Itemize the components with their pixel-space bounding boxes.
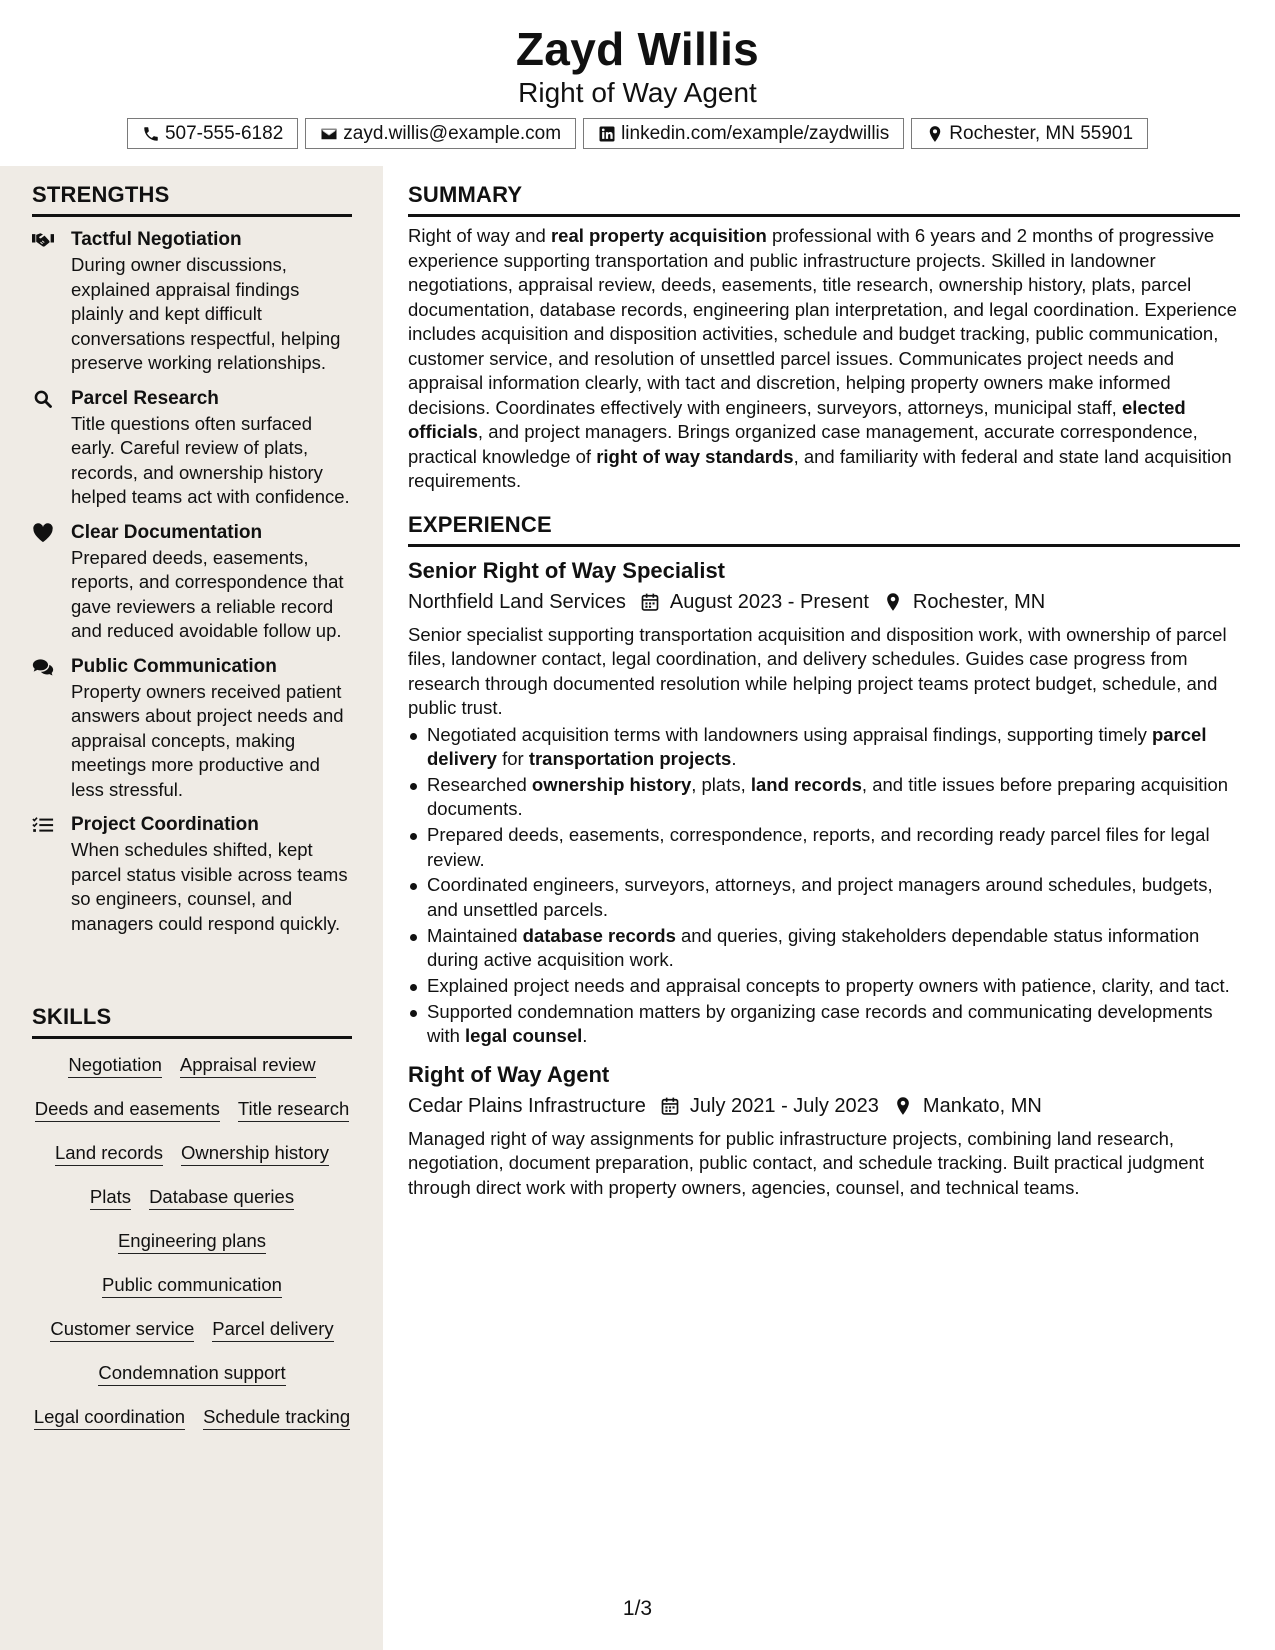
phone-text: 507-555-6182 — [164, 122, 284, 144]
candidate-name: Zayd Willis — [515, 23, 760, 75]
experience-heading: EXPERIENCE — [408, 512, 1240, 547]
strength-title: Tactful Negotiation — [71, 229, 242, 250]
linkedin-text: linkedin.com/example/zaydwillis — [621, 122, 890, 144]
job-title: Right of Way Agent — [408, 1061, 610, 1087]
strength-item — [32, 812, 352, 936]
strength-text: When schedules shifted, kept parcel status visible across teams so engineers, counsel, and managers could respond quickly. — [71, 839, 348, 934]
envelope-icon — [320, 125, 338, 143]
map-pin-icon — [926, 125, 944, 143]
list-item: Explained project needs and appraisal concepts to property owners with patience, clarity, and tact. — [408, 974, 1240, 999]
list-item: Supported condemnation matters by organizing case records and communicating developments with legal counsel. — [408, 1000, 1240, 1049]
strength-item — [32, 386, 352, 510]
contact-email[interactable] — [305, 118, 576, 149]
skill-tag: Database queries — [149, 1185, 294, 1210]
strength-title: Project Coordination — [71, 814, 259, 835]
skill-tag: Legal coordination — [34, 1405, 185, 1430]
skill-tag: Schedule tracking — [203, 1405, 350, 1430]
skill-tag: Negotiation — [68, 1053, 162, 1078]
strength-text: Prepared deeds, easements, reports, and correspondence that gave reviewers a reliable record and reduced avoidable follow up. — [71, 546, 344, 641]
contact-bar — [0, 118, 1275, 149]
linkedin-icon — [598, 125, 616, 143]
strength-item — [32, 227, 352, 376]
list-item: Prepared deeds, easements, correspondence, reports, and recording ready parcel files for legal review. — [408, 823, 1240, 872]
resume-header — [0, 22, 1275, 149]
map-pin-icon — [893, 1096, 913, 1116]
summary-text: Right of way and real property acquisition professional with 6 years and 2 months of progressive experience supporting transportation and public infrastructure projects. Skilled in landowner negotiations, appraisal review, deeds, easements, title research, ownership history, plats, parcel documentation, database records, engineering plan interpretation, and legal coordination. Experience includes acquisition and disposition activities, schedule and budget tracking, public communication, customer service, and resolution of unsettled parcel issues. Communicates project needs and appraisal information clearly, with tact and discretion, helping property owners make informed decisions. Coordinates effectively with engineers, surveyors, attorneys, municipal staff, elected officials, and project managers. Brings organized case management, accurate correspondence, practical knowledge of right of way standards, and familiarity with federal and state land acquisition requirements. — [408, 225, 1237, 491]
job-company: Cedar Plains Infrastructure — [408, 1094, 646, 1117]
heart-icon — [32, 523, 54, 543]
strength-item — [32, 520, 352, 644]
job-description: Managed right of way assignments for public infrastructure projects, combining land research, negotiation, document preparation, public contact, and schedule tracking. Built practical judgment through direct work with property owners, agencies, counsel, and technical teams. — [408, 1127, 1204, 1198]
calendar-icon — [660, 1096, 680, 1116]
list-item: Researched ownership history, plats, land records, and title issues before preparing acquisition documents. — [408, 773, 1240, 822]
strengths-heading: STRENGTHS — [32, 182, 352, 217]
skill-tag: Ownership history — [181, 1141, 329, 1166]
strength-text: Title questions often surfaced early. Careful review of plats, records, and ownership history helped teams act with confidence. — [71, 412, 350, 507]
skill-tag: Appraisal review — [180, 1053, 316, 1078]
location-text: Rochester, MN 55901 — [949, 122, 1134, 144]
job-entry — [408, 1061, 1240, 1201]
list-item: Coordinated engineers, surveyors, attorneys, and project managers around schedules, budgets, and unsettled parcels. — [408, 873, 1240, 922]
skill-tag: Customer service — [50, 1317, 194, 1342]
list-item: Negotiated acquisition terms with landowners using appraisal findings, supporting timely parcel delivery for transportation projects. — [408, 723, 1240, 772]
skill-tag: Title research — [238, 1097, 349, 1122]
strength-title: Parcel Research — [71, 387, 219, 409]
contact-linkedin[interactable] — [583, 118, 904, 149]
handshake-icon — [32, 230, 54, 250]
skills-heading: SKILLS — [32, 1004, 352, 1039]
job-location: Mankato, MN — [922, 1094, 1042, 1117]
strengths-section — [32, 182, 352, 936]
job-company: Northfield Land Services — [408, 590, 626, 613]
skill-tag: Condemnation support — [98, 1361, 285, 1386]
job-entry — [408, 557, 1240, 1049]
search-icon — [32, 389, 54, 409]
page-number: 1/3 — [622, 1597, 653, 1620]
job-meta — [408, 1092, 1240, 1120]
job-meta — [408, 588, 1240, 616]
email-text: zayd.willis@example.com — [343, 122, 562, 144]
list-item: Maintained database records and queries, giving stakeholders dependable status information during active acquisition work. — [408, 924, 1240, 973]
calendar-icon — [640, 592, 660, 612]
checklist-icon — [32, 815, 54, 835]
sidebar — [0, 166, 383, 1650]
phone-icon — [142, 125, 160, 143]
skill-tag: Parcel delivery — [212, 1317, 333, 1342]
strength-title: Public Communication — [71, 655, 277, 677]
job-bullets — [408, 723, 1240, 1049]
strength-title: Clear Documentation — [71, 521, 263, 543]
strength-text: Property owners received patient answers about project needs and appraisal concepts, making meetings more productive and less stressful. — [71, 680, 344, 800]
contact-phone[interactable] — [127, 118, 298, 149]
main-content — [408, 182, 1240, 1200]
skill-tag: Engineering plans — [118, 1229, 266, 1254]
job-description: Senior specialist supporting transportation acquisition and disposition work, with ownership of parcel files, landowner contact, legal coordination, and delivery schedules. Guides case progress from research through documented resolution while helping project teams protect budget, schedule, and public trust. — [408, 623, 1227, 718]
job-location: Rochester, MN — [912, 590, 1046, 613]
contact-location[interactable] — [911, 118, 1148, 149]
job-dates: July 2021 - July 2023 — [689, 1094, 879, 1117]
candidate-title: Right of Way Agent — [518, 77, 757, 108]
job-title: Senior Right of Way Specialist — [408, 557, 726, 583]
strength-text: During owner discussions, explained appraisal findings plainly and kept difficult conversations respectful, helping preserve working relationships. — [71, 254, 341, 373]
summary-heading: SUMMARY — [408, 182, 1240, 217]
skill-tag: Public communication — [102, 1273, 282, 1298]
skill-tag: Deeds and easements — [35, 1097, 220, 1122]
skills-section — [32, 1004, 352, 1430]
strength-item — [32, 654, 352, 803]
job-dates: August 2023 - Present — [669, 590, 869, 613]
skills-list — [32, 1053, 352, 1430]
skill-tag: Land records — [55, 1141, 163, 1166]
skill-tag: Plats — [90, 1185, 131, 1210]
map-pin-icon — [883, 592, 903, 612]
comments-icon — [32, 657, 54, 677]
